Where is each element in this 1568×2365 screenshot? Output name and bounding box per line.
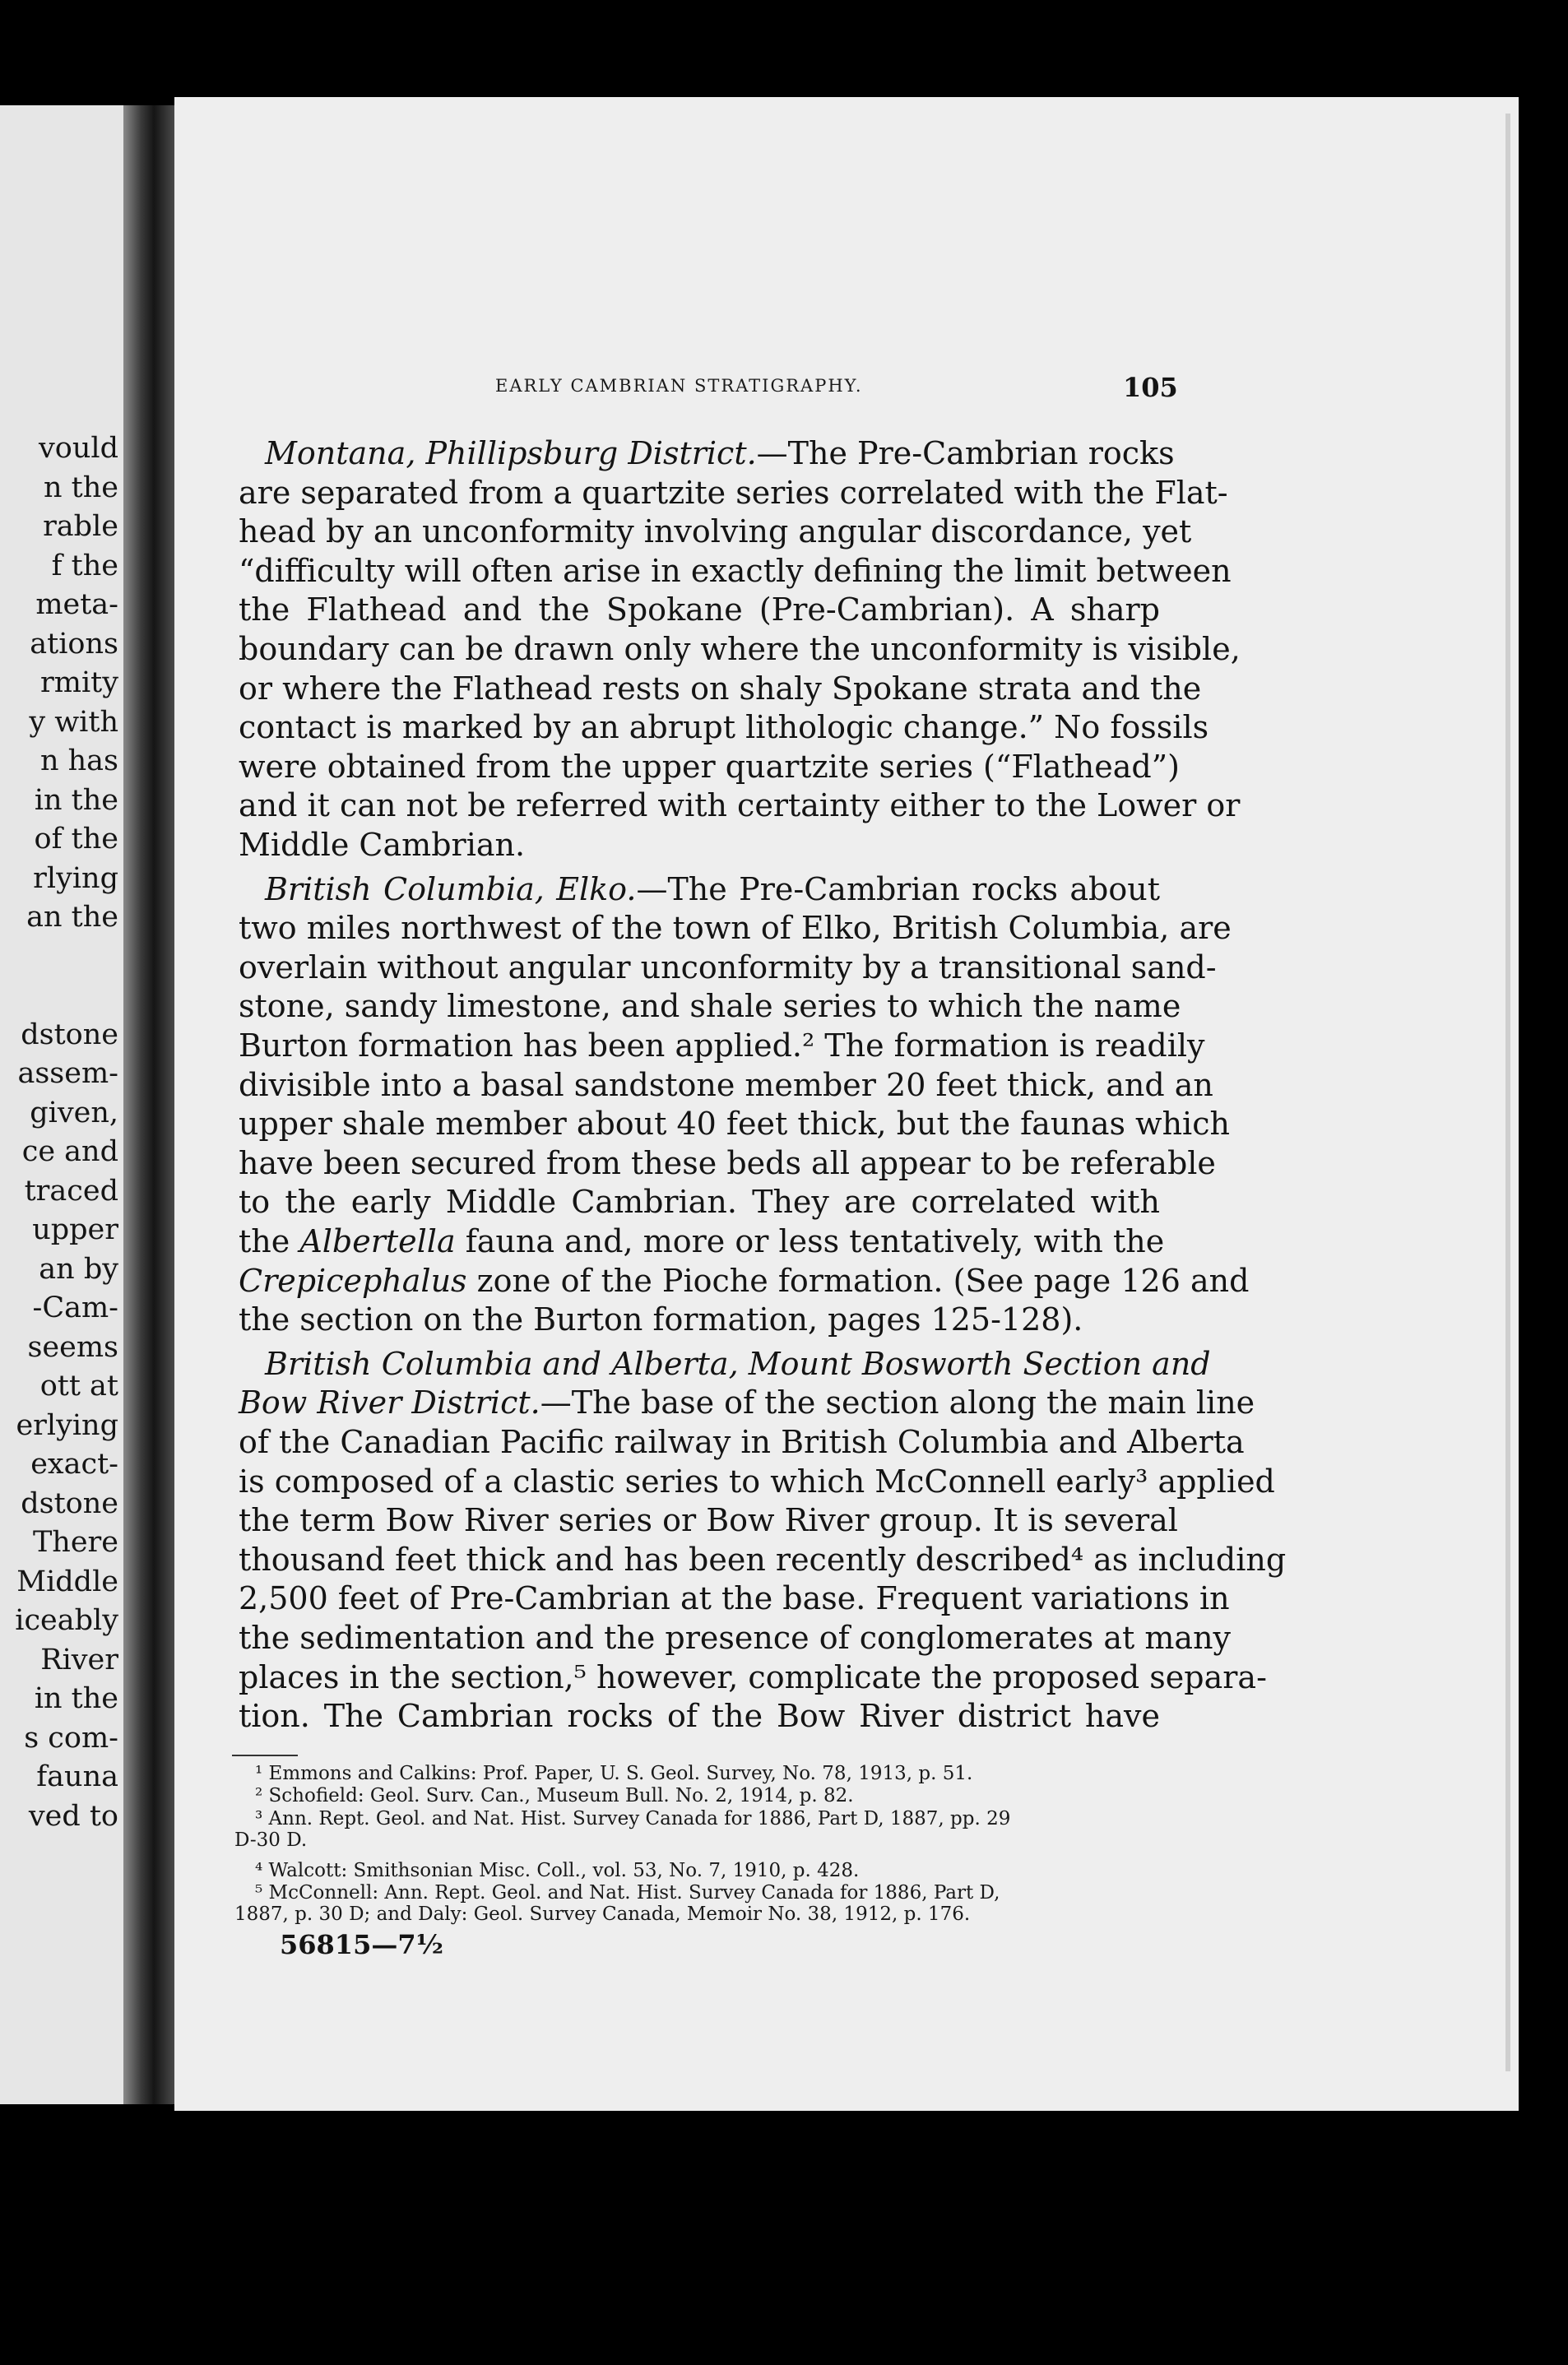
- line-text: tion. The Cambrian rocks of the Bow River district have: [239, 1698, 1160, 1735]
- left-margin-fragment: s com-: [24, 1721, 118, 1755]
- left-margin-fragment: dstone: [21, 1018, 118, 1051]
- text-line: [239, 1106, 1230, 1143]
- line-text: the section on the Burton formation, pages 125-128).: [239, 1301, 1083, 1338]
- line-text: —The Pre-Cambrian rocks: [756, 435, 1175, 471]
- left-margin-fragment: given,: [30, 1096, 118, 1129]
- left-margin-fragment: rlying: [33, 861, 118, 895]
- line-text: 2,500 feet of Pre-Cambrian at the base. Frequent variations in: [239, 1580, 1230, 1617]
- line-text: of the Canadian Pacific railway in British Columbia and Alberta: [239, 1424, 1245, 1460]
- left-margin-fragment: River: [40, 1643, 118, 1676]
- line-text: the term Bow River series or Bow River group. It is several: [239, 1502, 1178, 1539]
- left-margin-fragment: y with: [29, 705, 118, 739]
- left-margin-fragment: -Cam-: [32, 1291, 118, 1324]
- line-prefix: the: [239, 1223, 300, 1259]
- left-margin-fragment: exact-: [30, 1448, 118, 1481]
- line-text: to the early Middle Cambrian. They are correlated with: [239, 1184, 1160, 1221]
- text-line: [239, 827, 526, 863]
- text-line: [239, 1580, 1230, 1617]
- line-text: fauna and, more or less tentatively, with the: [455, 1223, 1165, 1259]
- text-line: [239, 1223, 1165, 1259]
- left-margin-fragment: n has: [39, 744, 118, 777]
- line-text: or where the Flathead rests on shaly Spokane strata and the: [239, 670, 1202, 707]
- line-text: “difficulty will often arise in exactly defining the limit between: [239, 552, 1232, 589]
- left-margin-fragment: fauna: [36, 1760, 118, 1793]
- line-text: the Flathead and the Spokane (Pre-Cambrian). A sharp: [239, 591, 1160, 628]
- text-line: [239, 1620, 1232, 1656]
- line-text: have been secured from these beds all appear to be referable: [239, 1144, 1216, 1181]
- left-margin-fragment: ce and: [21, 1135, 118, 1168]
- text-line: [239, 474, 1228, 511]
- left-margin-fragment: rmity: [40, 666, 118, 699]
- left-margin-fragment: in the: [34, 783, 118, 817]
- line-text: places in the section,⁵ however, complicate the proposed separa-: [239, 1658, 1267, 1695]
- footnote: ³ Ann. Rept. Geol. and Nat. Hist. Survey Canada for 1886, Part D, 1887, pp. 29: [255, 1808, 1011, 1829]
- book-gutter: [123, 105, 174, 2104]
- left-margin-fragment: vould: [39, 432, 118, 465]
- footnote-rule: [232, 1755, 298, 1756]
- left-margin-fragment: ations: [30, 627, 118, 661]
- text-line: [239, 1698, 1160, 1735]
- line-text: the sedimentation and the presence of conglomerates at many: [239, 1620, 1232, 1656]
- line-text: were obtained from the upper quartzite series (“Flathead”): [239, 748, 1180, 785]
- line-text: contact is marked by an abrupt lithologic change.” No fossils: [239, 709, 1209, 746]
- text-line: [239, 1027, 1205, 1064]
- text-line: [239, 670, 1202, 707]
- line-text: is composed of a clastic series to which McConnell early³ applied: [239, 1463, 1275, 1500]
- text-line: [239, 787, 1241, 824]
- italic-heading: British Columbia, Elko.: [265, 870, 637, 907]
- left-margin-fragment: There: [32, 1526, 118, 1559]
- line-text: divisible into a basal sandstone member 20 feet thick, and an: [239, 1066, 1213, 1103]
- left-margin-fragment: traced: [24, 1174, 118, 1208]
- text-line: [239, 631, 1241, 667]
- signature-mark: 56815—7½: [280, 1929, 443, 1960]
- left-margin-fragment: an the: [26, 901, 118, 934]
- text-line: [265, 1345, 1211, 1382]
- footnote: ⁴ Walcott: Smithsonian Misc. Coll., vol. 53, No. 7, 1910, p. 428.: [255, 1860, 860, 1881]
- left-margin-fragment: f the: [51, 549, 118, 582]
- page-edge: [1505, 114, 1510, 2071]
- left-margin-fragment: Middle: [16, 1565, 118, 1598]
- text-line: [239, 1066, 1213, 1103]
- footnote: 1887, p. 30 D; and Daly: Geol. Survey Canada, Memoir No. 38, 1912, p. 176.: [234, 1904, 971, 1925]
- italic-heading: Bow River District.: [239, 1384, 540, 1421]
- left-margin-fragment: upper: [32, 1213, 118, 1246]
- line-text: stone, sandy limestone, and shale series to which the name: [239, 988, 1181, 1025]
- line-text: —The base of the section along the main line: [540, 1384, 1255, 1421]
- left-margin-fragment: ved to: [28, 1799, 118, 1833]
- left-margin-fragment: erlying: [16, 1408, 118, 1442]
- text-line: [239, 1502, 1178, 1539]
- left-margin-fragment: ott at: [39, 1370, 118, 1403]
- left-margin-fragment: assem-: [17, 1057, 118, 1090]
- left-margin-fragment: of the: [34, 823, 118, 856]
- italic-heading: Albertella: [299, 1223, 456, 1259]
- footnote: ² Schofield: Geol. Surv. Can., Museum Bull. No. 2, 1914, p. 82.: [255, 1785, 854, 1806]
- line-text: two miles northwest of the town of Elko, British Columbia, are: [239, 910, 1232, 947]
- line-text: boundary can be drawn only where the unconformity is visible,: [239, 631, 1241, 667]
- italic-heading: British Columbia and Alberta, Mount Bosworth Section and: [265, 1345, 1211, 1382]
- text-line: [265, 870, 1160, 907]
- left-margin-fragment: meta-: [35, 588, 118, 621]
- text-line: [239, 910, 1232, 947]
- text-line: [239, 1262, 1250, 1299]
- text-line: [239, 513, 1192, 550]
- line-text: overlain without angular unconformity by a transitional sand-: [239, 948, 1217, 985]
- text-line: [239, 988, 1181, 1025]
- text-line: [239, 1384, 1255, 1421]
- line-text: Burton formation has been applied.² The formation is readily: [239, 1027, 1205, 1064]
- line-text: head by an unconformity involving angular discordance, yet: [239, 513, 1192, 550]
- left-margin-fragment: rable: [43, 510, 118, 543]
- left-margin-fragment: an by: [39, 1252, 118, 1286]
- left-margin-fragment: iceably: [15, 1604, 118, 1637]
- line-text: and it can not be referred with certainty either to the Lower or: [239, 787, 1241, 824]
- running-title: EARLY CAMBRIAN STRATIGRAPHY.: [495, 376, 863, 396]
- italic-heading: Montana, Phillipsburg District.: [265, 435, 757, 471]
- left-margin-fragment: in the: [34, 1682, 118, 1715]
- line-text: —The Pre-Cambrian rocks about: [636, 870, 1160, 907]
- footnote: D-30 D.: [234, 1829, 308, 1851]
- left-margin-fragment: n the: [44, 471, 118, 504]
- footnote: ¹ Emmons and Calkins: Prof. Paper, U. S. Geol. Survey, No. 78, 1913, p. 51.: [255, 1763, 973, 1784]
- text-line: [239, 709, 1209, 746]
- page-number: 105: [1123, 372, 1178, 403]
- text-line: [239, 748, 1180, 785]
- left-page-fragment: [0, 105, 123, 2104]
- text-line: [239, 1424, 1245, 1460]
- text-line: [265, 435, 1175, 471]
- line-text: zone of the Pioche formation. (See page 126 and: [466, 1262, 1250, 1299]
- text-line: [239, 1541, 1287, 1578]
- text-line: [239, 1144, 1216, 1181]
- left-margin-fragment: seems: [27, 1330, 118, 1364]
- italic-heading: Crepicephalus: [239, 1262, 467, 1299]
- text-line: [239, 591, 1160, 628]
- line-text: upper shale member about 40 feet thick, but the faunas which: [239, 1106, 1230, 1143]
- line-text: are separated from a quartzite series correlated with the Flat-: [239, 474, 1228, 511]
- text-line: [239, 552, 1232, 589]
- line-text: Middle Cambrian.: [239, 827, 526, 863]
- footnote: ⁵ McConnell: Ann. Rept. Geol. and Nat. Hist. Survey Canada for 1886, Part D,: [255, 1882, 1000, 1904]
- text-line: [239, 1184, 1160, 1221]
- text-line: [239, 948, 1217, 985]
- text-line: [239, 1658, 1267, 1695]
- line-text: thousand feet thick and has been recently described⁴ as including: [239, 1541, 1287, 1578]
- text-line: [239, 1463, 1275, 1500]
- left-margin-fragment: dstone: [21, 1486, 118, 1520]
- text-line: [239, 1301, 1083, 1338]
